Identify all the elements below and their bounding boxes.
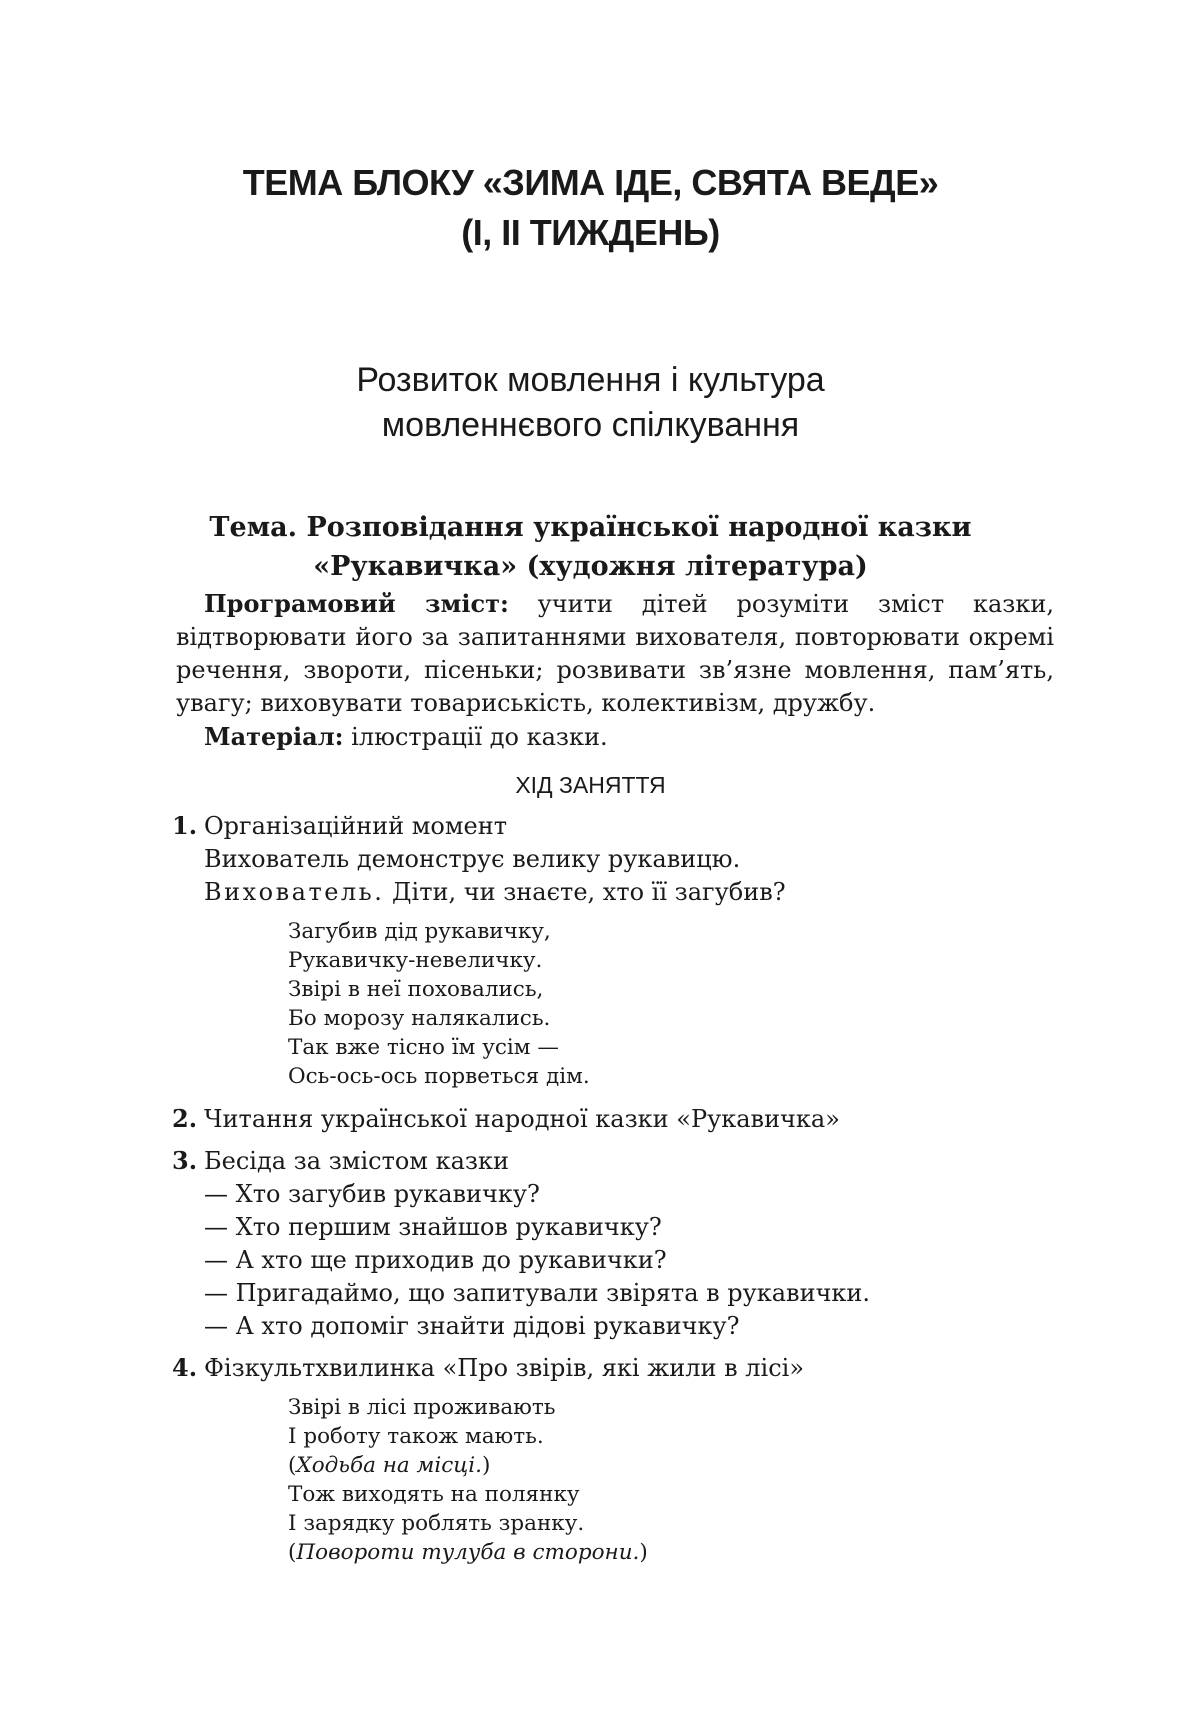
- question-item: — Хто першим знайшов рукавичку?: [204, 1213, 662, 1241]
- step-1-description: Вихователь демонструє велику рукавицю.: [204, 845, 741, 873]
- poem-2-note-text: Повороти тулуба в сторони.: [296, 1540, 640, 1565]
- step-3-title: Бесіда за змістом казки: [204, 1147, 509, 1175]
- poem-1-line: Звірі в неї поховались,: [288, 977, 544, 1002]
- step-1-speech: [204, 876, 786, 908]
- step-2-title: Читання української народної казки «Рукавичка»: [204, 1105, 840, 1133]
- poem-1-line: Ось-ось-ось порветься дім.: [288, 1064, 590, 1089]
- poem-1-line: Бо морозу налякались.: [288, 1006, 551, 1031]
- poem-2-note-text: Ходьба на місці.: [296, 1453, 483, 1478]
- step-2-number: 2.: [172, 1104, 198, 1133]
- question-item: — А хто допоміг знайти дідові рукавичку?: [204, 1312, 740, 1340]
- poem-2-line: Звірі в лісі проживають: [288, 1395, 556, 1420]
- speaker-text: Діти, чи знаєте, хто її загубив?: [392, 878, 786, 906]
- question-item: — Хто загубив рукавичку?: [204, 1180, 540, 1208]
- poem-1-line: Рукавичку-невеличку.: [288, 948, 543, 973]
- section-title-line-2: мовленнєвого спілкування: [381, 406, 800, 444]
- poem-1-line: Загубив дід рукавичку,: [288, 919, 551, 944]
- program-paragraph: [176, 587, 1054, 754]
- poem-1-line: Так вже тісно їм усім —: [288, 1035, 559, 1060]
- step-1-title: Організаційний момент: [204, 812, 507, 840]
- lesson-topic-line-2: «Рукавичка» (художня література): [313, 551, 868, 582]
- step-4-title: Фізкультхвилинка «Про звірів, які жили в лісі»: [204, 1354, 805, 1382]
- section-title: [0, 358, 1181, 448]
- step-1-number: 1.: [172, 811, 198, 840]
- material-text: ілюстрації до казки.: [351, 723, 608, 751]
- material-label: Матеріал:: [204, 722, 344, 751]
- poem-2-note: (Повороти тулуба в сторони.): [288, 1540, 648, 1565]
- question-item: — Пригадаймо, що запитували звірята в рукавички.: [204, 1279, 871, 1307]
- lesson-progress-heading: ХІД ЗАНЯТТЯ: [515, 772, 666, 798]
- speaker-label: Вихователь.: [204, 878, 385, 906]
- poem-2-line: Тож виходять на полянку: [288, 1482, 580, 1507]
- section-title-line-1: Розвиток мовлення і культура: [356, 361, 825, 399]
- program-label: Програмовий зміст:: [204, 589, 509, 618]
- step-4-number: 4.: [172, 1353, 198, 1382]
- question-item: — А хто ще приходив до рукавички?: [204, 1246, 667, 1274]
- poem-2-line: І зарядку роблять зранку.: [288, 1511, 585, 1536]
- block-title: [0, 158, 1181, 258]
- lesson-topic-line-1: Тема. Розповідання української народної казки: [209, 512, 972, 543]
- step-3-number: 3.: [172, 1146, 198, 1175]
- poem-2-note: (Ходьба на місці.): [288, 1453, 491, 1478]
- program-text: учити дітей розуміти зміст казки, відтворювати його за запитаннями вихователя, повторювати окремі речення, звороти, пісеньки; розвивати зв’язне мовлення, пам’ять, увагу; виховувати товариськість, колективізм, дружбу.: [176, 590, 1054, 717]
- lesson-topic: [0, 508, 1181, 586]
- poem-2-line: І роботу також мають.: [288, 1424, 544, 1449]
- block-title-line-2: (І, ІІ ТИЖДЕНЬ): [461, 212, 720, 253]
- block-title-line-1: ТЕМА БЛОКУ «ЗИМА ІДЕ, СВЯТА ВЕДЕ»: [242, 162, 939, 203]
